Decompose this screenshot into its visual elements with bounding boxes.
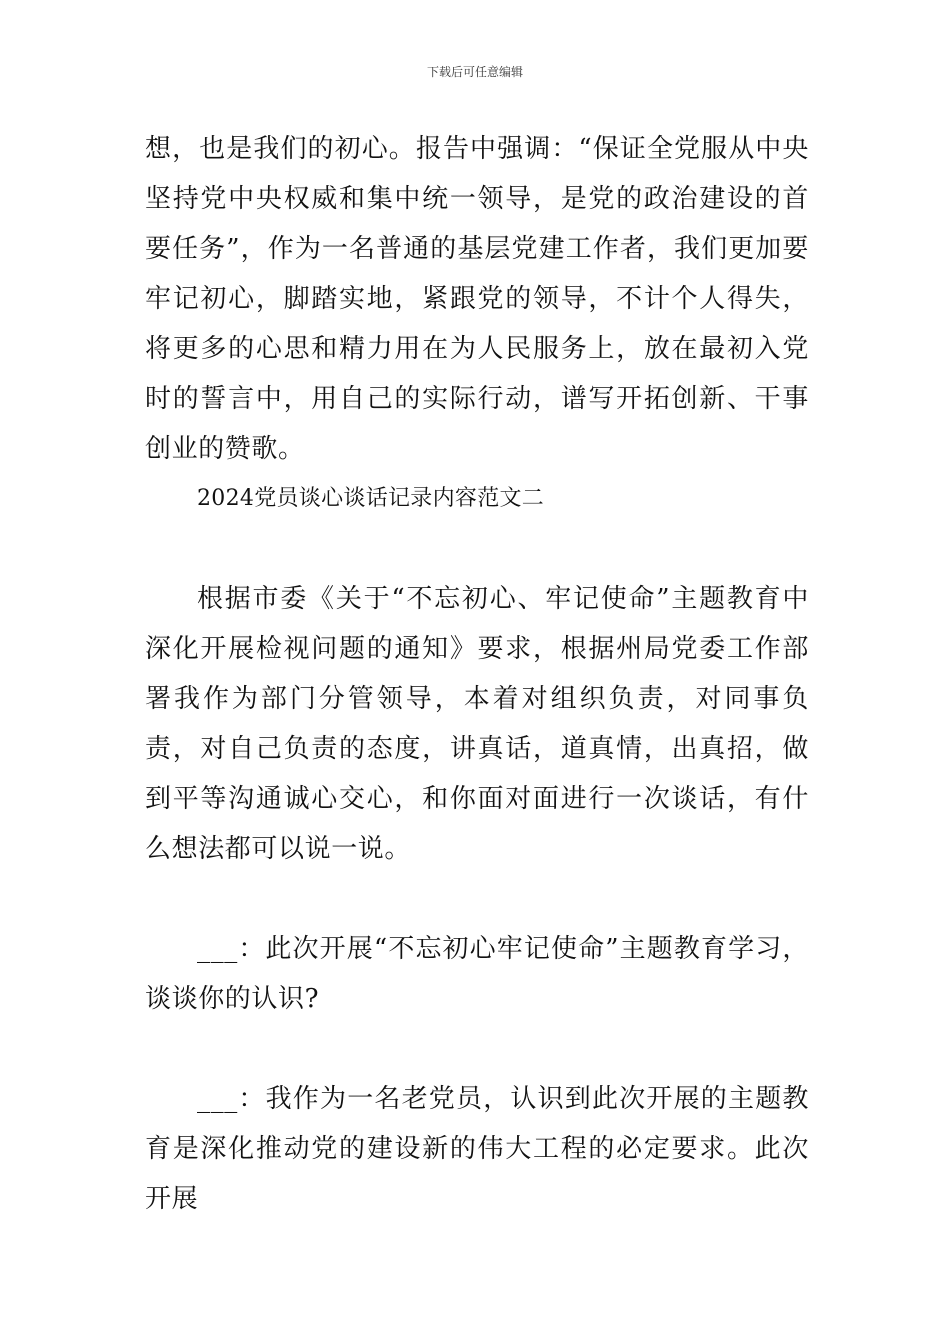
paragraph-continuation: 想，也是我们的初心。报告中强调：“保证全党服从中央坚持党中央权威和集中统一领导，是党的政治建设的首要任务”，作为一名普通的基层党建工作者，我们更加要牢记初心，脚踏实地，紧跟党的领导，不计个人得失，将更多的心思和精力用在为人民服务上，放在最初入党时的誓言中，用自己的实际行动，谱写开拓创新、干事创业的赞歌。 — [145, 134, 809, 464]
paragraph-intro: 根据市委《关于“不忘初心、牢记使命”主题教育中深化开展检视问题的通知》要求，根据州局党委工作部署我作为部门分管领导，本着对组织负责，对同事负责，对自己负责的态度，讲真话，道真情，出真招，做到平等沟通诚心交心，和你面对面进行一次谈话，有什么想法都可以说一说。 — [145, 584, 809, 864]
paragraph-question: ___：此次开展“不忘初心牢记使命”主题教育学习，谈谈你的认识? — [145, 934, 809, 1014]
section-title: 2024党员谈心谈话记录内容范文二 — [197, 486, 545, 511]
document-body — [145, 124, 809, 1224]
page-header: 下载后可任意编辑 — [426, 65, 523, 79]
paragraph-answer: ___：我作为一名老党员，认识到此次开展的主题教育是深化推动党的建设新的伟大工程的必定要求。此次开展 — [145, 1084, 809, 1214]
